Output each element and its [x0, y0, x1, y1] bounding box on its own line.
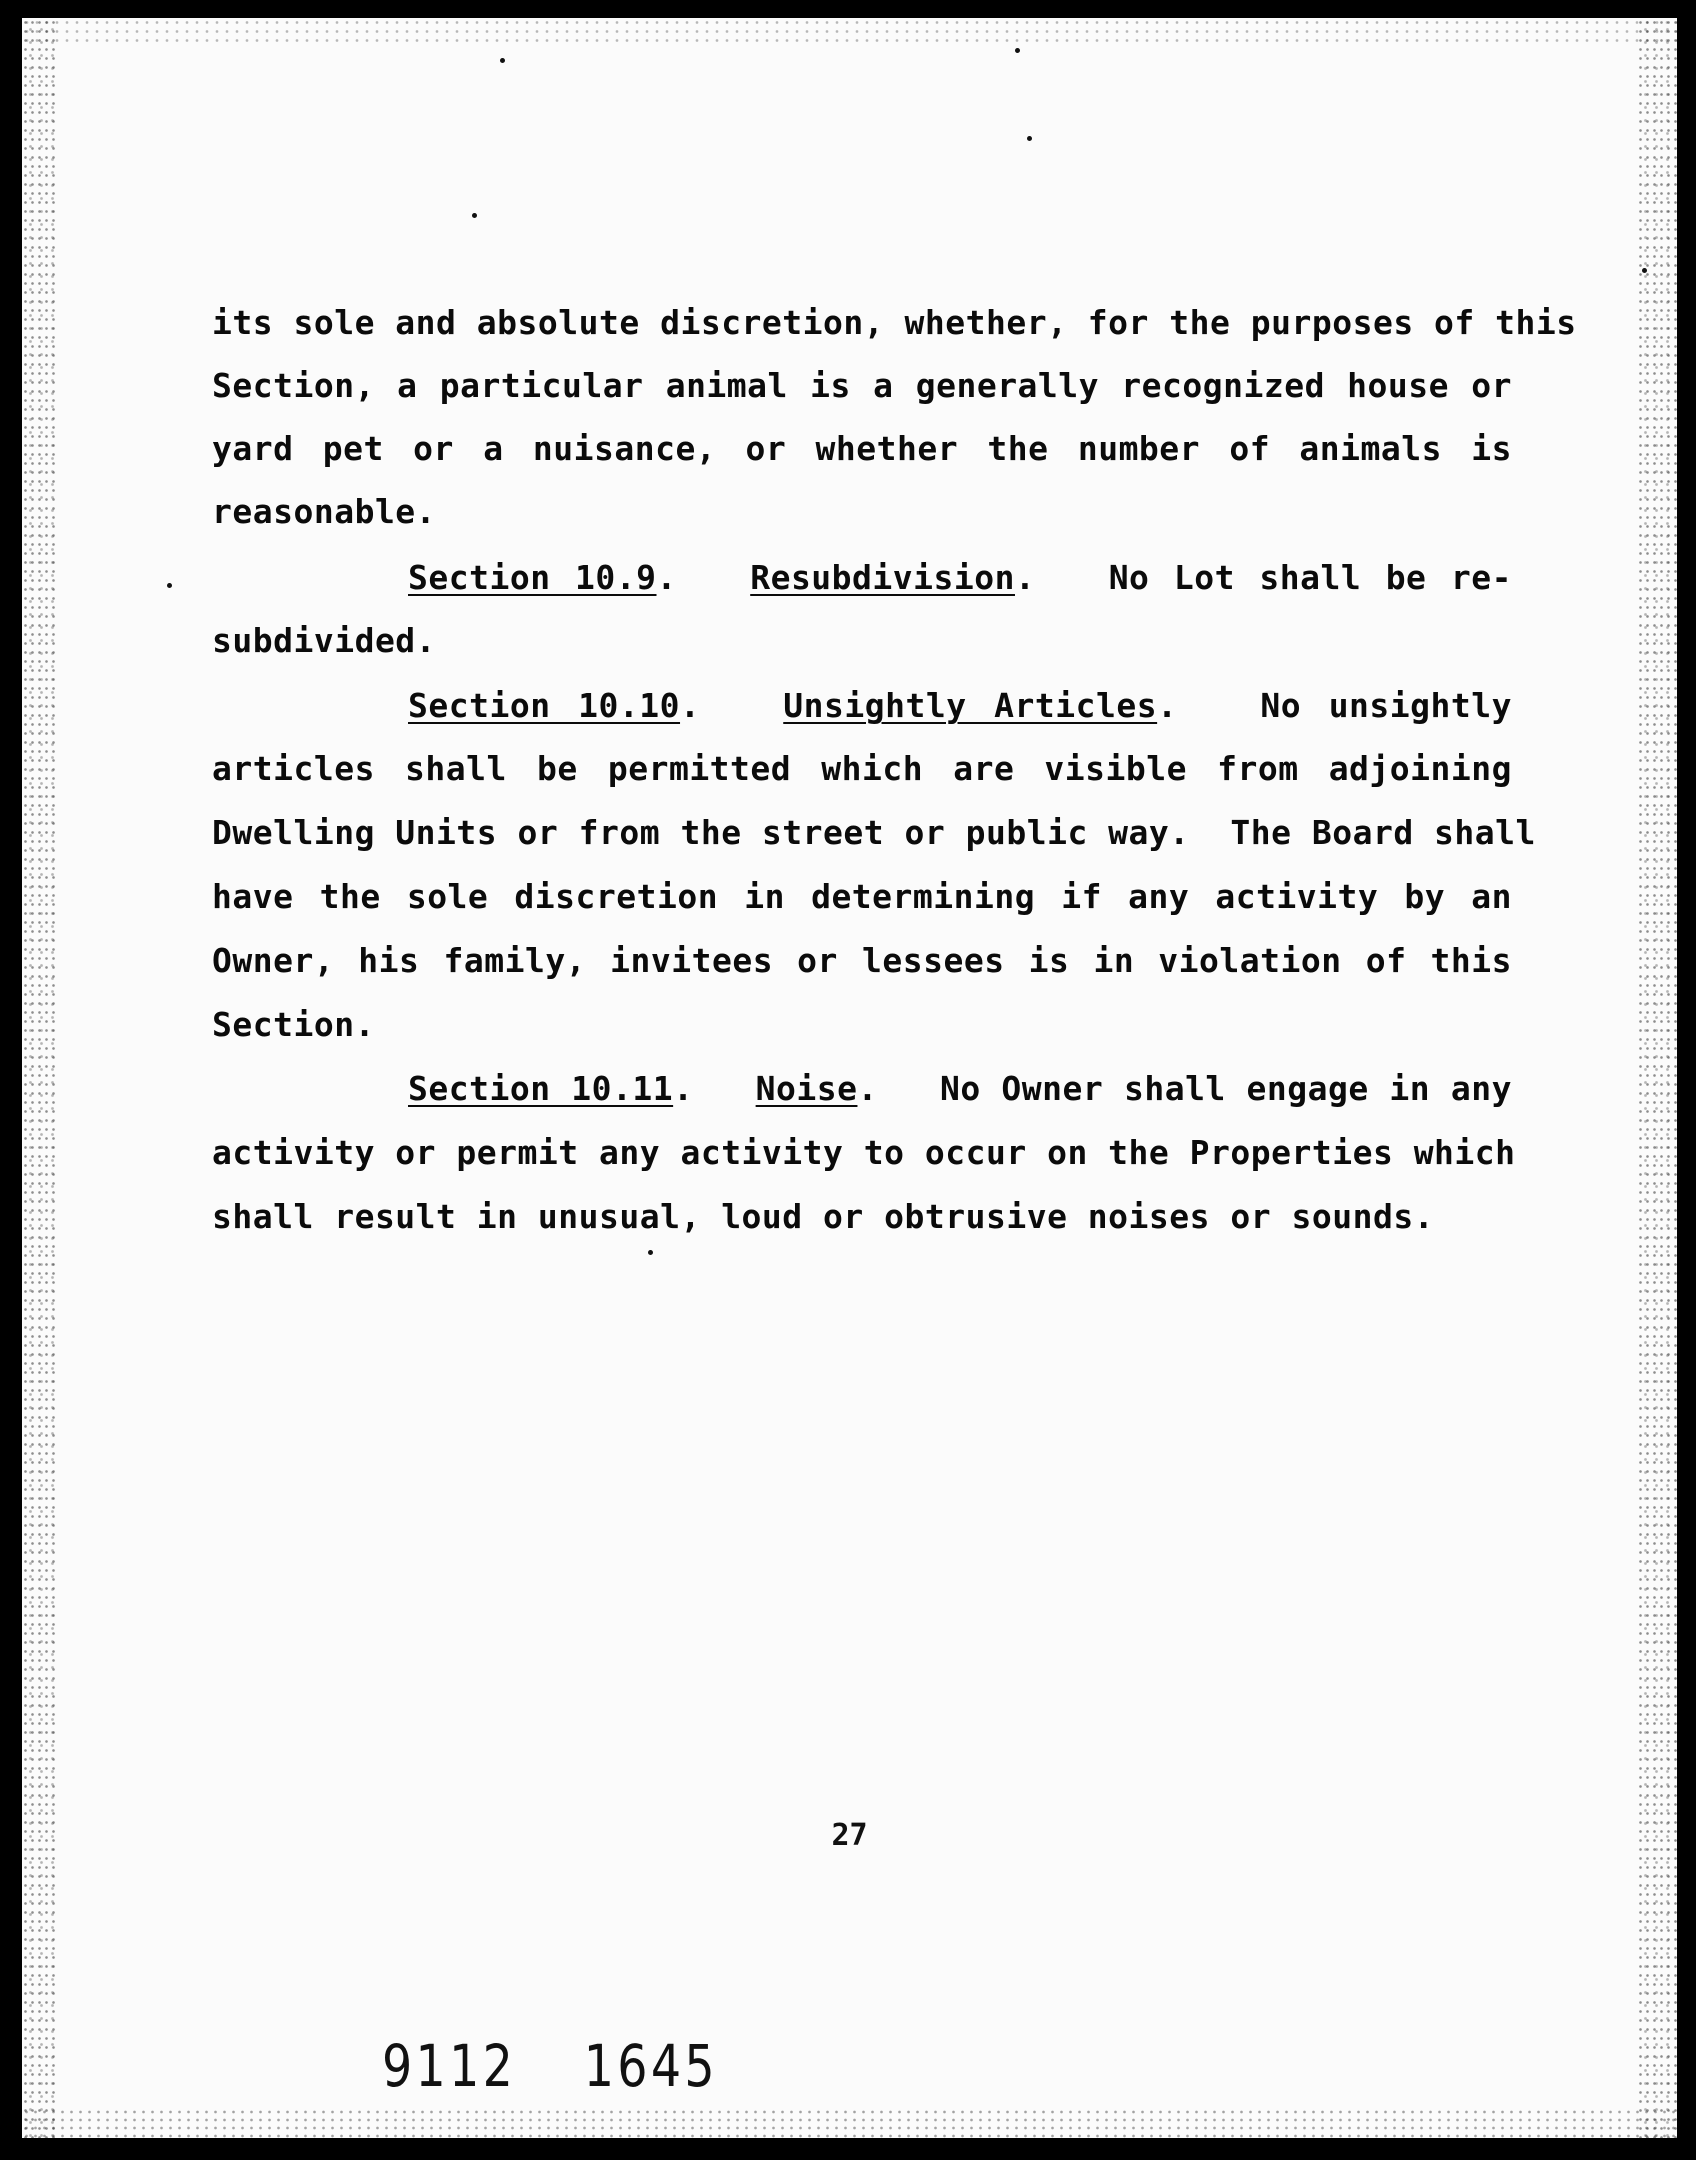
- text-line: reasonable.: [212, 492, 437, 531]
- scan-dot: [472, 213, 477, 218]
- section-title: Resubdivision: [750, 558, 1015, 597]
- text-line: subdivided.: [212, 621, 437, 660]
- text-line: activity or permit any activity to occur on the Properties which: [212, 1133, 1516, 1172]
- section-text: No Lot shall be re-: [1108, 558, 1512, 597]
- section-title: Noise: [755, 1069, 858, 1108]
- scan-dot: [1642, 268, 1647, 273]
- section-text: No Owner shall engage in any: [939, 1069, 1512, 1108]
- text-line: articles shall be permitted which are visible from adjoining: [212, 749, 1512, 788]
- scan-noise-top: [22, 18, 1677, 44]
- section-10-10-heading: Section 10.10. Unsightly Articles. No unsightly: [408, 686, 1513, 725]
- section-number: Section 10.11: [408, 1069, 674, 1108]
- page-number: 27: [831, 1818, 868, 1853]
- document-page: [22, 18, 1677, 2138]
- scan-dot: [167, 583, 172, 588]
- section-10-9-heading: Section 10.9. Resubdivision. No Lot shall be re-: [408, 558, 1512, 597]
- section-text: No unsightly: [1260, 686, 1513, 725]
- scan-dot: [1027, 136, 1032, 141]
- text-line: Dwelling Units or from the street or public way. The Board shall: [212, 813, 1536, 852]
- text-line: Owner, his family, invitees or lessees is in violation of this: [212, 941, 1512, 980]
- section-title: Unsightly Articles: [783, 686, 1158, 725]
- text-line: yard pet or a nuisance, or whether the number of animals is: [212, 429, 1512, 468]
- section-10-11-heading: Section 10.11. Noise. No Owner shall engage in any: [408, 1069, 1512, 1108]
- scan-dot: [500, 58, 505, 63]
- section-number: Section 10.9: [408, 558, 657, 597]
- text-line: shall result in unusual, loud or obtrusive noises or sounds.: [212, 1197, 1435, 1236]
- text-line: Section, a particular animal is a generally recognized house or: [212, 366, 1512, 405]
- text-line: have the sole discretion in determining if any activity by an: [212, 877, 1512, 916]
- document-stamp-number: 9112 1645: [382, 2032, 718, 2100]
- section-number: Section 10.10: [408, 686, 681, 725]
- scan-dot: [1015, 48, 1020, 53]
- scan-noise-bottom: [22, 2108, 1677, 2138]
- text-line: Section.: [212, 1005, 375, 1044]
- text-line: its sole and absolute discretion, whether, for the purposes of this: [212, 303, 1577, 342]
